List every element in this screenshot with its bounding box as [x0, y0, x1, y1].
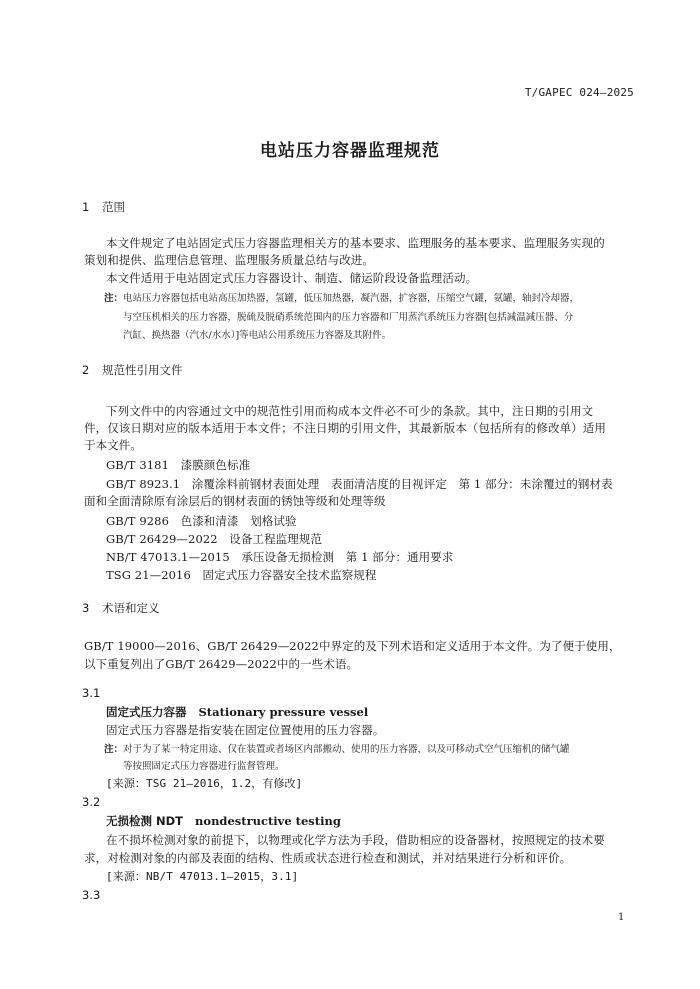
- section-3-heading: [82, 600, 160, 616]
- reference-item: GB/T 8923.1 涂覆涂料前钢材表面处理 表面清洁度的目视评定 第 1 部分：未涂覆过的钢材表: [106, 477, 613, 491]
- page-number: 1: [618, 912, 625, 923]
- section-1-para-2: 本文件适用于电站固定式压力容器设计、制造、储运阶段设备监理活动。: [106, 271, 478, 285]
- section-2-intro-line-3: 于本文件。: [84, 438, 142, 452]
- clause-number: 3.3: [82, 888, 101, 902]
- section-3-intro-line-1: GB/T 19000—2016、GB/T 26429—2022中界定的及下列术语和定义适用于本文件。为了便于使用，: [84, 639, 621, 653]
- section-2-intro-line-1: 下列文件中的内容通过文中的规范性引用而构成本文件必不可少的条款。其中，注日期的引用文: [106, 404, 594, 418]
- reference-item: TSG 21—2016 固定式压力容器安全技术监察规程: [106, 568, 377, 582]
- reference-item: NB/T 47013.1—2015 承压设备无损检测 第 1 部分：通用要求: [106, 550, 454, 564]
- section-2-heading: [82, 362, 183, 378]
- term-definition: 固定式压力容器是指安装在固定位置使用的压力容器。: [106, 723, 385, 737]
- document-title: 电站压力容器监理规范: [260, 141, 440, 161]
- term-heading: [106, 704, 368, 720]
- term-en: nondestructive testing: [195, 814, 341, 828]
- section-number: 2: [82, 363, 90, 377]
- section-number: 1: [82, 200, 90, 214]
- section-1-note-line-3: 汽缸、换热器（汽水/水水）]等电站公用系统压力容器及其附件。: [123, 330, 392, 341]
- reference-item: GB/T 26429—2022 设备工程监理规范: [106, 532, 323, 546]
- standard-code: T/GAPEC 024—2025: [524, 86, 634, 99]
- section-1-note-line-1: [104, 290, 579, 304]
- section-title: 范围: [102, 200, 125, 214]
- clause-number: 3.2: [82, 795, 101, 809]
- clause-number: 3.1: [82, 686, 101, 700]
- term-definition-line-1: 在不损坏检测对象的前提下，以物理或化学方法为手段，借助相应的设备器材，按照规定的技术要: [106, 833, 605, 847]
- term-heading: [106, 813, 341, 829]
- section-title: 规范性引用文件: [102, 363, 183, 377]
- term-note-line-2: 等按照固定式压力容器进行监督管理。: [123, 761, 285, 772]
- section-1-para-1-line-1: 本文件规定了电站固定式压力容器监理相关方的基本要求、监理服务的基本要求、监理服务实现的: [106, 236, 605, 250]
- note-label: 注：: [104, 293, 124, 304]
- term-note-line-1: [104, 741, 570, 755]
- reference-item-continuation: 面和全面清除原有涂层后的钢材表面的锈蚀等级和处理等级: [84, 494, 386, 508]
- section-number: 3: [82, 601, 90, 615]
- section-1-para-1-line-2: 策划和提供、监理信息管理、监理服务质量总结与改进。: [84, 253, 374, 267]
- term-source: [来源：TSG 21—2016，1.2，有修改]: [106, 777, 303, 790]
- term-zh: 固定式压力容器: [106, 705, 187, 719]
- term-source: [来源：NB/T 47013.1—2015，3.1]: [106, 870, 299, 883]
- section-2-intro-line-2: 件，仅该日期对应的版本适用于本文件；不注日期的引用文件，其最新版本（包括所有的修改单）适用: [84, 421, 606, 435]
- section-title: 术语和定义: [102, 601, 160, 615]
- note-text: 对于为了某一特定用途、仅在装置或者场区内部搬动、使用的压力容器，以及可移动式空气压缩机的储气罐: [123, 744, 570, 755]
- section-3-intro-line-2: 以下重复列出了GB/T 26429—2022中的一些术语。: [84, 657, 359, 671]
- term-en: Stationary pressure vessel: [198, 705, 369, 719]
- note-text: 电站压力容器包括电站高压加热器，氢罐，低压加热器，凝汽器，扩容器，压缩空气罐，氨罐，轴封冷却器，: [123, 293, 580, 304]
- term-definition-line-2: 求，对检测对象的内部及表面的结构、性质或状态进行检查和测试，并对结果进行分析和评价。: [84, 851, 572, 865]
- reference-item: GB/T 9286 色漆和清漆 划格试验: [106, 514, 297, 528]
- section-1-note-line-2: 与空压机相关的压力容器，脱硫及脱硝系统范围内的压力容器和厂用蒸汽系统压力容器[包括减温减压器、分: [123, 312, 574, 323]
- section-1-heading: [82, 199, 125, 215]
- note-label: 注：: [104, 744, 124, 755]
- reference-item: GB/T 3181 漆膜颜色标准: [106, 458, 251, 472]
- term-zh: 无损检测 NDT: [106, 814, 184, 828]
